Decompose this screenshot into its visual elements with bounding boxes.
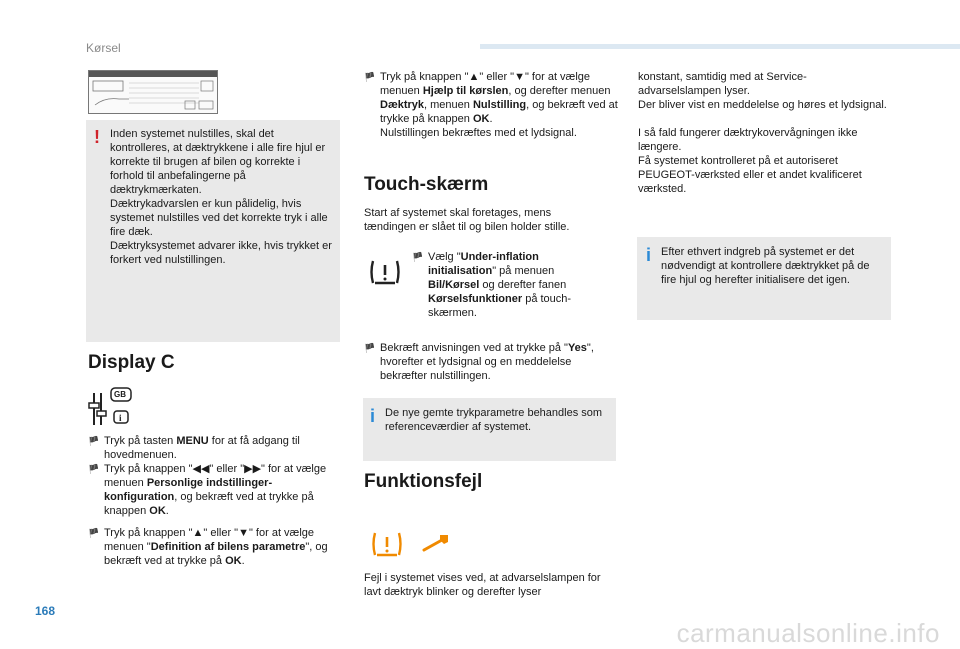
warning-box xyxy=(86,120,340,342)
display-c-steps xyxy=(88,434,342,576)
flag-bullet-icon: 🏴 xyxy=(88,436,100,446)
info-text: De nye gemte trykparametre behandles som referenceværdier af systemet. xyxy=(385,407,603,433)
warning-text xyxy=(110,127,332,267)
step-under-inflation: 🏴 Vælg "Under-inflation initialisation" på menuen Bil/Kørsel og derefter fanen Kørselsfunktioner på touch-skærmen. xyxy=(412,251,572,319)
step-vehicle-parameters: 🏴 Tryk på knappen "▲" eller "▼" for at vælge menuen "Definition af bilens parametre", og bekræft ved at trykke på OK. xyxy=(88,527,328,567)
flag-bullet-icon: 🏴 xyxy=(88,528,100,538)
info-icon: i xyxy=(646,245,652,265)
watermark: carmanualsonline.info xyxy=(676,618,940,648)
section-label: Kørsel xyxy=(86,41,121,55)
display-c-heading: Display C xyxy=(88,352,175,373)
warning-line-1: Inden systemet nulstilles, skal det kontrolleres, at dæktrykkene i alle fire hjul er korrekte til brugen af bilen og korrekte i forhold til anbefalingerne på dæktrykmærkaten. xyxy=(110,128,326,196)
touch-intro: Start af systemet skal foretages, mens tændingen er slået til og bilen holder stille. xyxy=(364,207,570,233)
i-button-label: i xyxy=(119,413,122,423)
flag-bullet-icon: 🏴 xyxy=(88,464,100,474)
flag-bullet-icon: 🏴 xyxy=(364,72,376,82)
step-confirm-yes: 🏴 Bekræft anvisningen ved at trykke på "Yes", hvorefter et lydsignal og en meddelelse bekræfter nulstillingen. xyxy=(364,342,594,382)
col3-para-4: Få systemet kontrolleret på et autoriseret PEUGEOT-værksted eller et andet kvalificeret værksted. xyxy=(638,155,862,195)
tyre-label-drawing xyxy=(89,77,217,113)
tyre-pressure-label-image xyxy=(88,70,218,114)
page-number: 168 xyxy=(35,604,56,618)
tyre-pressure-warning-icon xyxy=(370,530,404,558)
fault-heading: Funktionsfejl xyxy=(364,471,483,492)
touch-screen-heading: Touch-skærm xyxy=(364,174,489,195)
display-c-controls-icon xyxy=(86,385,134,429)
col3-para-2: Der bliver vist en meddelelse og høres et lydsignal. xyxy=(638,99,887,111)
gb-button-label: GB xyxy=(114,390,126,399)
flag-bullet-icon: 🏴 xyxy=(364,343,376,353)
flag-bullet-icon: 🏴 xyxy=(412,252,424,262)
step-personal-settings: 🏴 Tryk på knappen "◀◀" eller "▶▶" for at vælge menuen Personlige indstillinger-konfiguration, og bekræft ved at trykke på knappen OK. xyxy=(88,463,327,517)
tyre-pressure-warning-icon xyxy=(368,258,402,286)
col2-step-2 xyxy=(412,250,597,328)
fault-text: Fejl i systemet vises ved, at advarselslampen for lavt dæktryk blinker og derefter lyser xyxy=(364,572,601,598)
header-rule xyxy=(480,44,960,49)
col3-text xyxy=(638,70,888,196)
wrench-icon xyxy=(420,532,450,554)
warning-line-2: Dæktrykadvarslen er kun pålidelig, hvis systemet nulstilles ved det korrekte tryk i alle fire dæk. xyxy=(110,198,328,238)
step-menu: 🏴 Tryk på tasten MENU for at få adgang til hovedmenuen. xyxy=(88,435,300,461)
step-reset-menu: 🏴 Tryk på knappen "▲" eller "▼" for at vælge menuen Hjælp til kørslen, og derefter menuen Dæktryk, menuen Nulstilling, og bekræft ved at trykke på knappen OK. Nulstillingen bekræftes med et lydsignal. xyxy=(364,71,618,139)
col2-step-1 xyxy=(364,70,618,148)
info-box-parameters xyxy=(363,398,616,461)
col3-para-1: konstant, samtidig med at Service-advarselslampen lyser. xyxy=(638,71,807,97)
info-text: Efter ethvert indgreb på systemet er det nødvendigt at kontrollere dæktrykket på de fire hjul og herefter initialisere det igen. xyxy=(661,246,870,286)
col3-para-3: I så fald fungerer dæktrykovervågningen ikke længere. xyxy=(638,127,858,153)
col2-step-3 xyxy=(364,341,618,391)
warning-line-3: Dæktryksystemet advarer ikke, hvis trykket er forkert ved nulstillingen. xyxy=(110,240,332,266)
info-icon: i xyxy=(370,406,376,426)
warning-exclamation-icon: ! xyxy=(94,127,100,147)
info-box-reinitialise xyxy=(637,237,891,320)
